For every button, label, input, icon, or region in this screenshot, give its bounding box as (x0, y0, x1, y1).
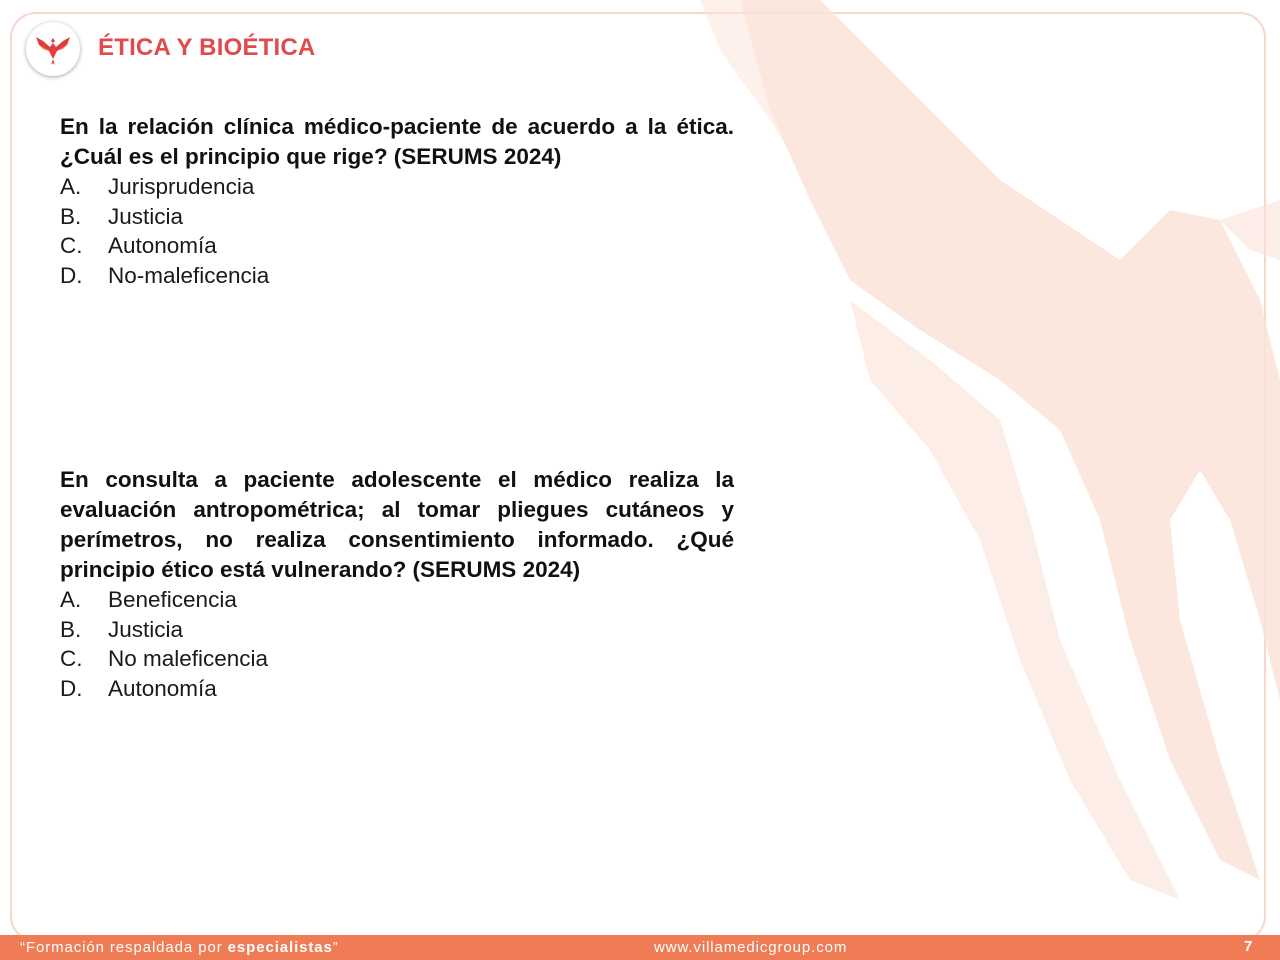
footer-slogan-end: ” (332, 939, 339, 956)
option-text: Autonomía (108, 675, 217, 701)
option-text: No-maleficencia (108, 262, 270, 288)
option-text: Autonomía (108, 233, 217, 259)
option-item (60, 202, 734, 232)
question-text: En la relación clínica médico-paciente de acuerdo a la ética. ¿Cuál es el principio que rige? (SERUMS 2024) (60, 114, 734, 169)
option-text: Justicia (108, 616, 184, 642)
option-letter: D. (60, 262, 83, 288)
option-letter: D. (60, 675, 83, 701)
option-letter: A. (60, 174, 82, 199)
phoenix-logo-icon (26, 22, 80, 76)
phoenix-watermark-icon (700, 0, 1280, 935)
option-item (60, 674, 734, 704)
option-letter: A. (60, 587, 82, 612)
footer-slogan-bold: especialistas (227, 939, 333, 956)
question-block (60, 112, 734, 290)
option-text: Justicia (108, 203, 184, 229)
option-letter: B. (60, 203, 82, 229)
option-item (60, 172, 734, 202)
option-item (60, 644, 734, 674)
option-letter: B. (60, 616, 82, 642)
option-text: Beneficencia (108, 587, 237, 612)
option-list (60, 585, 734, 703)
option-item (60, 261, 734, 291)
question-block (60, 465, 734, 703)
option-text: Jurisprudencia (108, 174, 255, 199)
option-letter: C. (60, 646, 83, 672)
option-item (60, 231, 734, 261)
option-item (60, 615, 734, 645)
option-item (60, 585, 734, 615)
footer-url: www.villamedicgroup.com (654, 939, 848, 956)
slide-title: ÉTICA Y BIOÉTICA (98, 34, 316, 61)
footer-slogan-start: “Formación respaldada por (20, 939, 228, 956)
option-list (60, 172, 734, 290)
option-text: No maleficencia (108, 646, 269, 672)
footer-slogan (20, 939, 339, 956)
option-letter: C. (60, 233, 83, 259)
footer-bar (0, 935, 1280, 960)
question-text: En consulta a paciente adolescente el médico realiza la evaluación antropométrica; al tomar pliegues cutáneos y perímetros, no realiza consentimiento informado. ¿Qué principio ético está vulnerando? (SERUMS 2024) (60, 467, 734, 582)
page-number: 7 (1244, 938, 1254, 955)
